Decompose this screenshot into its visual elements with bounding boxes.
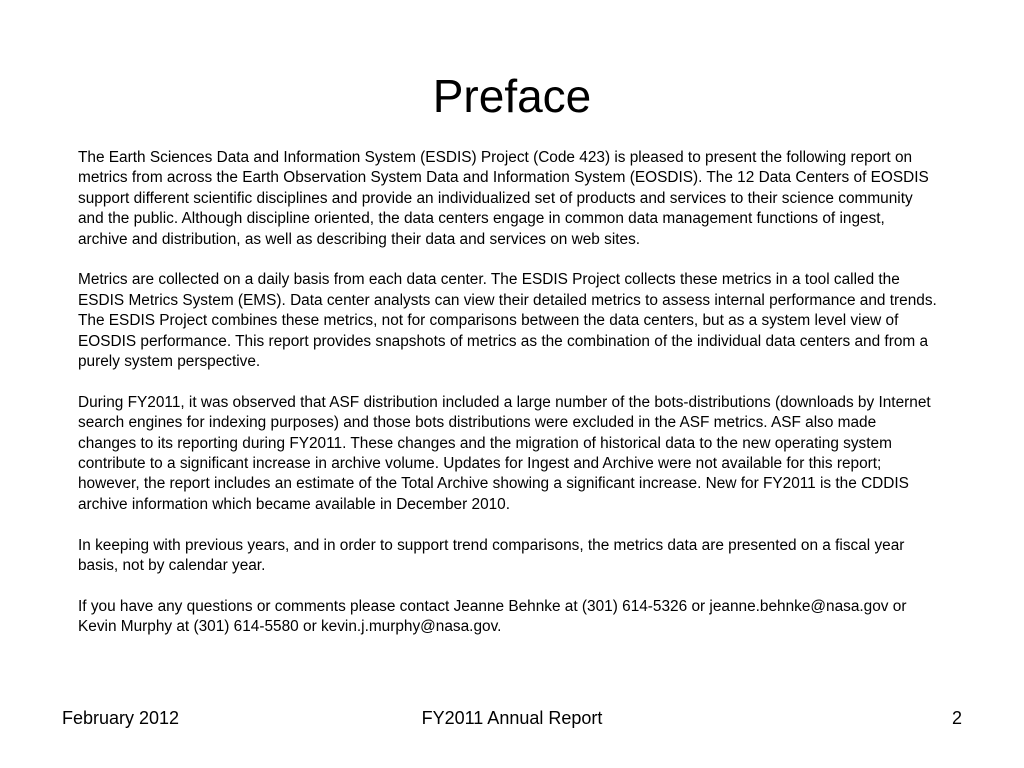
slide-title: Preface (432, 70, 592, 122)
paragraph-fiscal-year: In keeping with previous years, and in order to support trend comparisons, the metrics data are presented on a fiscal year basis, not by calendar year. (78, 536, 905, 575)
paragraph-fy2011: During FY2011, it was observed that ASF distribution included a large number of the bots-distributions (downloads by Internet search engines for indexing purposes) and those bots distributions were excluded in the ASF metrics. ASF also made changes to its reporting during FY2011. These changes and the migration of historical data to the new operating system contribute to a significant increase in archive volume. Updates for Ingest and Archive were not available for this report; however, the report includes an estimate of the Total Archive showing a significant increase. New for FY2011 is the CDDIS archive information which became available in December 2010. (78, 393, 931, 513)
slide-body (78, 148, 938, 658)
paragraph-intro: The Earth Sciences Data and Information System (ESDIS) Project (Code 423) is pleased to present the following report on metrics from across the Earth Observation System Data and Information System (EOSDIS). The 12 Data Centers of EOSDIS support different scientific disciplines and provide an individualized set of products and services to their science community and the public. Although discipline oriented, the data centers engage in common data management functions of ingest, archive and distribution, as well as describing their data and services on web sites. (78, 149, 929, 248)
footer-report-title: FY2011 Annual Report (421, 708, 603, 728)
paragraph-metrics: Metrics are collected on a daily basis from each data center. The ESDIS Project collects these metrics in a tool called the ESDIS Metrics System (EMS). Data center analysts can view their detailed metrics to assess internal performance and trends. The ESDIS Project combines these metrics, not for comparisons between the data centers, but as a system level view of EOSDIS performance. This report provides snapshots of metrics as the combination of the individual data centers and from a purely system perspective. (78, 271, 937, 371)
paragraph-contacts: If you have any questions or comments please contact Jeanne Behnke at (301) 614-5326 or jeanne.behnke@nasa.gov or Kevin Murphy at (301) 614-5580 or kevin.j.murphy@nasa.gov. (78, 597, 907, 636)
footer-page-number: 2 (951, 708, 962, 728)
footer-date: February 2012 (62, 708, 180, 728)
